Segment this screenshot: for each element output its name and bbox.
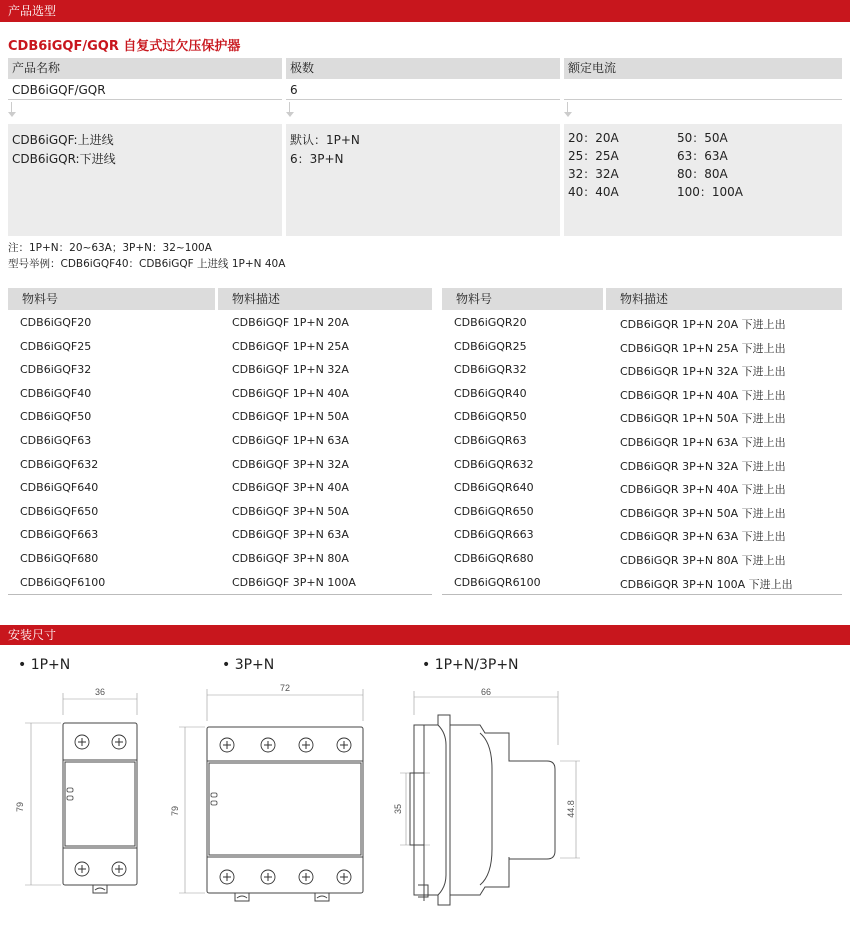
material-code: CDB6iGQR640	[454, 481, 534, 495]
material-description: CDB6iGQF 1P+N 40A	[232, 386, 349, 400]
option-line: 默认：1P+N	[290, 133, 360, 147]
table-row	[442, 383, 842, 407]
material-code: CDB6iGQF680	[20, 551, 99, 565]
material-code: CDB6iGQR6100	[454, 575, 541, 589]
material-description: CDB6iGQF 3P+N 80A	[232, 551, 349, 565]
material-code: CDB6iGQF640	[20, 481, 99, 495]
material-description: CDB6iGQF 1P+N 25A	[232, 339, 349, 353]
amp-option: 50：50A	[677, 131, 728, 145]
table-row	[442, 312, 842, 336]
material-description: CDB6iGQF 3P+N 32A	[232, 457, 349, 471]
selection-value-poles: 6	[286, 80, 560, 100]
material-code: CDB6iGQR32	[454, 363, 527, 377]
table-row	[442, 501, 842, 525]
selection-value-current	[564, 80, 842, 100]
table-header-code: 物料号	[442, 288, 603, 310]
material-code: CDB6iGQF32	[20, 363, 92, 377]
material-description: CDB6iGQF 1P+N 32A	[232, 363, 349, 377]
table-row	[8, 524, 432, 548]
material-description: CDB6iGQR 3P+N 40A 下进上出	[620, 483, 786, 497]
material-description: CDB6iGQR 1P+N 50A 下进上出	[620, 412, 786, 426]
table-row	[8, 406, 432, 430]
selection-option-name	[8, 124, 282, 236]
amps-right	[677, 129, 743, 201]
material-code: CDB6iGQF20	[20, 316, 92, 329]
selection-option-poles	[286, 124, 560, 236]
material-description: CDB6iGQF 1P+N 20A	[232, 316, 349, 329]
dim-height: 79	[15, 801, 25, 813]
down-arrow-icon	[564, 102, 572, 118]
material-table-gqf	[8, 288, 432, 598]
material-code: CDB6iGQF40	[20, 386, 92, 400]
selection-header-name: 产品名称	[8, 58, 282, 79]
material-code: CDB6iGQF650	[20, 504, 99, 518]
amps-left	[568, 129, 619, 201]
material-description: CDB6iGQR 1P+N 40A 下进上出	[620, 388, 786, 402]
material-code: CDB6iGQR680	[454, 551, 534, 565]
table-row	[8, 383, 432, 407]
material-description: CDB6iGQF 1P+N 63A	[232, 433, 349, 447]
option-line: CDB6iGQF:上进线	[12, 133, 114, 147]
material-description: CDB6iGQR 3P+N 50A 下进上出	[620, 506, 786, 520]
table-row	[442, 336, 842, 360]
dim-width: 72	[279, 683, 291, 693]
table-row	[442, 430, 842, 454]
down-arrow-icon	[286, 102, 294, 118]
material-code: CDB6iGQR63	[454, 433, 527, 447]
amp-option: 25：25A	[568, 149, 619, 163]
dim-width: 36	[94, 687, 106, 697]
selection-header-poles: 极数	[286, 58, 560, 79]
table-row	[8, 454, 432, 478]
material-description: CDB6iGQR 1P+N 25A 下进上出	[620, 341, 786, 355]
dim-width: 66	[480, 687, 492, 697]
material-description: CDB6iGQR 3P+N 100A 下进上出	[620, 577, 793, 591]
material-code: CDB6iGQF632	[20, 457, 99, 471]
table-row	[442, 406, 842, 430]
material-description: CDB6iGQR 3P+N 63A 下进上出	[620, 530, 786, 544]
material-table-gqr	[442, 288, 842, 598]
selection-header-current: 额定电流	[564, 58, 842, 79]
material-description: CDB6iGQF 3P+N 40A	[232, 481, 349, 495]
table-row	[8, 501, 432, 525]
section-header-selection: 产品选型	[0, 0, 850, 22]
material-description: CDB6iGQF 3P+N 100A	[232, 575, 356, 589]
material-description: CDB6iGQR 1P+N 32A 下进上出	[620, 365, 786, 379]
material-description: CDB6iGQF 3P+N 50A	[232, 504, 349, 518]
table-row	[8, 430, 432, 454]
table-row	[8, 548, 432, 572]
material-description: CDB6iGQR 3P+N 80A 下进上出	[620, 553, 786, 567]
drawing-label-side: • 1P+N/3P+N	[422, 657, 519, 673]
material-code: CDB6iGQF663	[20, 528, 99, 542]
table-row	[442, 548, 842, 572]
table-header-desc: 物料描述	[218, 288, 432, 310]
material-code: CDB6iGQF6100	[20, 575, 106, 589]
material-code: CDB6iGQR650	[454, 504, 534, 518]
material-code: CDB6iGQR20	[454, 316, 527, 329]
table-row	[8, 336, 432, 360]
material-description: CDB6iGQF 3P+N 63A	[232, 528, 349, 542]
drawing-3p-front	[170, 683, 383, 920]
material-description: CDB6iGQR 1P+N 20A 下进上出	[620, 318, 786, 331]
drawing-label-1p: • 1P+N	[18, 657, 71, 673]
material-code: CDB6iGQF25	[20, 339, 92, 353]
material-code: CDB6iGQF63	[20, 433, 92, 447]
drawing-side-view	[390, 685, 590, 920]
table-row	[442, 359, 842, 383]
product-title: CDB6iGQF/GQR 自复式过欠压保护器	[8, 39, 241, 54]
material-code: CDB6iGQR663	[454, 528, 534, 542]
material-code: CDB6iGQR50	[454, 410, 527, 424]
option-line: CDB6iGQR:下进线	[12, 152, 116, 166]
dim-rail: 35	[393, 803, 403, 815]
material-description: CDB6iGQR 1P+N 63A 下进上出	[620, 435, 786, 449]
table-body	[8, 312, 432, 595]
material-code: CDB6iGQR40	[454, 386, 527, 400]
material-code: CDB6iGQF50	[20, 410, 92, 424]
table-row	[8, 477, 432, 501]
material-code: CDB6iGQR632	[454, 457, 534, 471]
note-range: 注：1P+N：20~63A；3P+N：32~100A	[8, 242, 212, 254]
dim-height: 79	[170, 805, 180, 817]
selection-value-name: CDB6iGQF/GQR	[8, 80, 282, 100]
amp-option: 80：80A	[677, 167, 728, 181]
section-header-install: 安装尺寸	[0, 625, 850, 645]
table-row	[8, 572, 432, 596]
down-arrow-icon	[8, 102, 16, 118]
amp-option: 20：20A	[568, 131, 619, 145]
table-row	[442, 477, 842, 501]
table-header-code: 物料号	[8, 288, 215, 310]
amp-option: 63：63A	[677, 149, 728, 163]
material-code: CDB6iGQR25	[454, 339, 527, 353]
dim-depth: 44.8	[566, 800, 576, 818]
table-row	[442, 524, 842, 548]
amp-option: 40：40A	[568, 185, 619, 199]
table-row	[8, 359, 432, 383]
material-description: CDB6iGQR 3P+N 32A 下进上出	[620, 459, 786, 473]
note-example: 型号举例：CDB6iGQF40：CDB6iGQF 上进线 1P+N 40A	[8, 258, 286, 270]
selection-option-current	[564, 124, 842, 236]
option-line: 6：3P+N	[290, 152, 344, 166]
amp-option: 32：32A	[568, 167, 619, 181]
table-row	[442, 572, 842, 596]
table-row	[442, 454, 842, 478]
table-body	[442, 312, 842, 595]
table-header-desc: 物料描述	[606, 288, 842, 310]
material-description: CDB6iGQF 1P+N 50A	[232, 410, 349, 424]
table-row	[8, 312, 432, 336]
drawing-1p-front	[15, 685, 165, 920]
amp-option: 100：100A	[677, 185, 744, 199]
drawing-label-3p: • 3P+N	[222, 657, 275, 673]
